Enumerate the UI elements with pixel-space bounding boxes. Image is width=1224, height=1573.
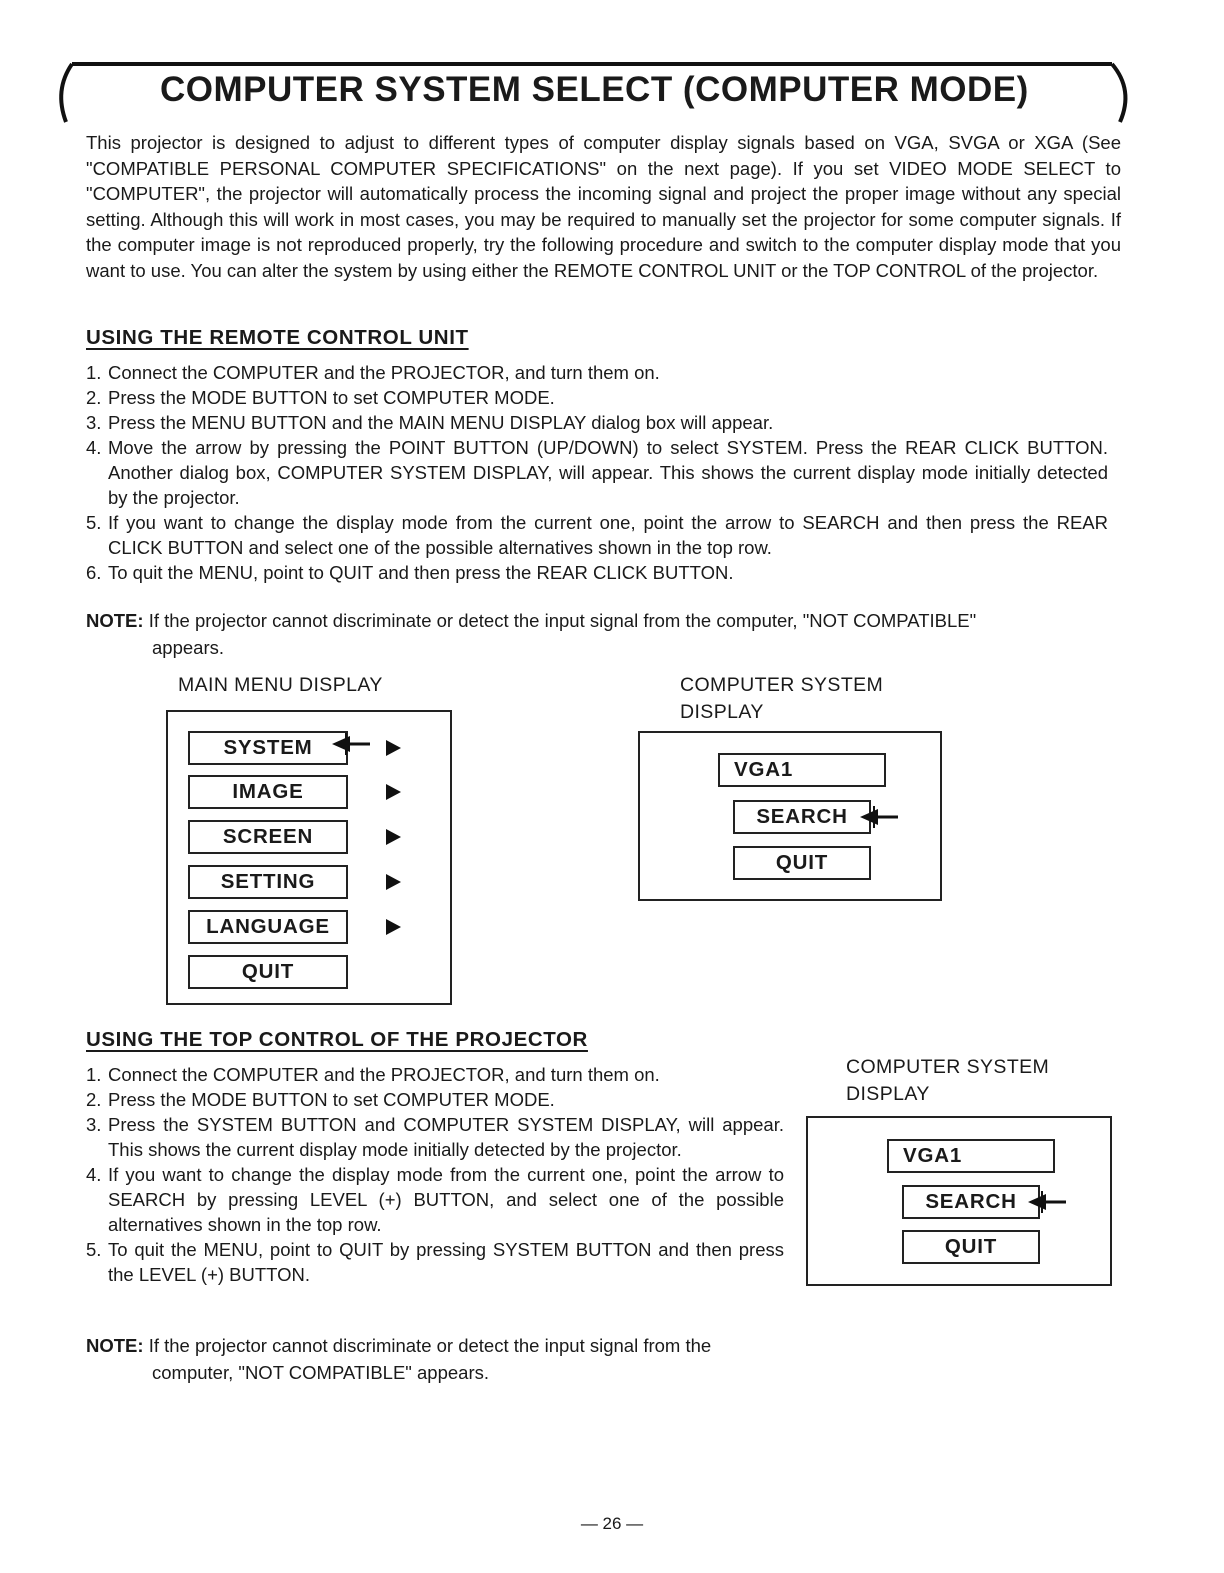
list-item [86, 1162, 784, 1237]
submenu-arrow-icon [386, 874, 401, 890]
step-number: 4. [86, 1164, 102, 1185]
caption-line: COMPUTER SYSTEM [846, 1056, 1050, 1078]
quit-button[interactable]: QUIT [733, 846, 871, 880]
menu-item-language[interactable]: LANGUAGE [188, 910, 348, 944]
note-label: NOTE: [86, 610, 144, 631]
submenu-arrow-icon [386, 919, 401, 935]
computer-display-caption-1 [680, 672, 883, 726]
computer-display-caption-2 [846, 1054, 1049, 1108]
step-text: Press the SYSTEM BUTTON and COMPUTER SYSTEM DISPLAY, will appear. This shows the current display mode initially detected by the projector. [108, 1114, 784, 1160]
step-text: Press the MODE BUTTON to set COMPUTER MODE. [108, 1089, 555, 1110]
note-continuation: appears. [152, 637, 224, 658]
main-menu-caption: MAIN MENU DISPLAY [178, 674, 383, 696]
mode-value-box: VGA1 [718, 753, 886, 787]
list-item [86, 1062, 784, 1087]
step-text: To quit the MENU, point to QUIT and then press the REAR CLICK BUTTON. [108, 562, 734, 583]
step-text: If you want to change the display mode from the current one, point the arrow to SEARCH and then press the REAR CLICK BUTTON and select one of the possible alternatives shown in the top row. [108, 512, 1108, 558]
list-item [86, 1237, 784, 1287]
top-steps-list [86, 1062, 784, 1287]
menu-item-image[interactable]: IMAGE [188, 775, 348, 809]
submenu-arrow-icon [386, 829, 401, 845]
step-text: Connect the COMPUTER and the PROJECTOR, and turn them on. [108, 362, 660, 383]
menu-item-screen[interactable]: SCREEN [188, 820, 348, 854]
title-banner [50, 60, 1132, 122]
list-item [86, 360, 1108, 385]
step-text: If you want to change the display mode from the current one, point the arrow to SEARCH by pressing LEVEL (+) BUTTON, and select one of the possible alternatives shown in the top row. [108, 1164, 784, 1235]
remote-steps-list [86, 360, 1108, 585]
step-number: 3. [86, 1114, 102, 1135]
list-item [86, 1112, 784, 1162]
caption-line: COMPUTER SYSTEM [680, 674, 884, 696]
quit-button[interactable]: QUIT [902, 1230, 1040, 1264]
list-item [86, 1087, 784, 1112]
note-label: NOTE: [86, 1335, 144, 1356]
top-note [86, 1332, 791, 1386]
step-number: 2. [86, 1089, 102, 1110]
pointer-arrow-icon [320, 733, 376, 755]
list-item [86, 560, 1108, 585]
step-text: Press the MODE BUTTON to set COMPUTER MODE. [108, 387, 555, 408]
caption-line: DISPLAY [680, 701, 764, 723]
step-number: 2. [86, 387, 102, 408]
step-text: Connect the COMPUTER and the PROJECTOR, and turn them on. [108, 1064, 660, 1085]
top-section-heading: USING THE TOP CONTROL OF THE PROJECTOR [86, 1028, 588, 1051]
pointer-arrow-icon [848, 806, 904, 828]
step-number: 4. [86, 437, 102, 458]
remote-section-heading: USING THE REMOTE CONTROL UNIT [86, 326, 469, 349]
pointer-arrow-icon [1016, 1191, 1072, 1213]
submenu-arrow-icon [386, 784, 401, 800]
mode-value-box: VGA1 [887, 1139, 1055, 1173]
list-item [86, 410, 1108, 435]
page-title: COMPUTER SYSTEM SELECT (COMPUTER MODE) [160, 70, 1029, 109]
intro-paragraph: This projector is designed to adjust to different types of computer display signals based on VGA, SVGA or XGA (See "COMPATIBLE PERSONAL COMPUTER SPECIFICATIONS" on the next page). If you set VIDEO MODE SELECT to "COMPUTER", the projector will automatically process the incoming signal and project the proper image without any special setting. Although this will work in most cases, you may be required to manually set the projector for some computer signals. If the computer image is not reproduced properly, try the following procedure and switch to the computer display mode that you want to use. You can alter the system by using either the REMOTE CONTROL UNIT or the TOP CONTROL of the projector. [86, 132, 1121, 281]
list-item [86, 385, 1108, 410]
step-number: 3. [86, 412, 102, 433]
page-number: — 26 — [580, 1514, 644, 1533]
step-number: 5. [86, 1239, 102, 1260]
search-button[interactable]: SEARCH [902, 1185, 1040, 1219]
step-number: 5. [86, 512, 102, 533]
submenu-arrow-icon [386, 740, 401, 756]
search-button[interactable]: SEARCH [733, 800, 871, 834]
step-text: To quit the MENU, point to QUIT by pressing SYSTEM BUTTON and then press the LEVEL (+) BUTTON. [108, 1239, 784, 1285]
step-text: Move the arrow by pressing the POINT BUTTON (UP/DOWN) to select SYSTEM. Press the REAR CLICK BUTTON. Another dialog box, COMPUTER SYSTEM DISPLAY, will appear. This shows the current display mode initially detected by the projector. [108, 437, 1108, 508]
note-text: If the projector cannot discriminate or detect the input signal from the [143, 1335, 712, 1356]
step-number: 1. [86, 1064, 102, 1085]
step-text: Press the MENU BUTTON and the MAIN MENU DISPLAY dialog box will appear. [108, 412, 774, 433]
menu-item-setting[interactable]: SETTING [188, 865, 348, 899]
list-item [86, 510, 1108, 560]
menu-item-quit[interactable]: QUIT [188, 955, 348, 989]
list-item [86, 435, 1108, 510]
menu-item-system[interactable]: SYSTEM [188, 731, 348, 765]
step-number: 6. [86, 562, 102, 583]
remote-note [86, 607, 1116, 661]
note-continuation: computer, "NOT COMPATIBLE" appears. [152, 1362, 490, 1383]
caption-line: DISPLAY [846, 1083, 930, 1105]
note-text: If the projector cannot discriminate or detect the input signal from the computer, "NOT COMPATIBLE" [143, 610, 977, 631]
step-number: 1. [86, 362, 102, 383]
